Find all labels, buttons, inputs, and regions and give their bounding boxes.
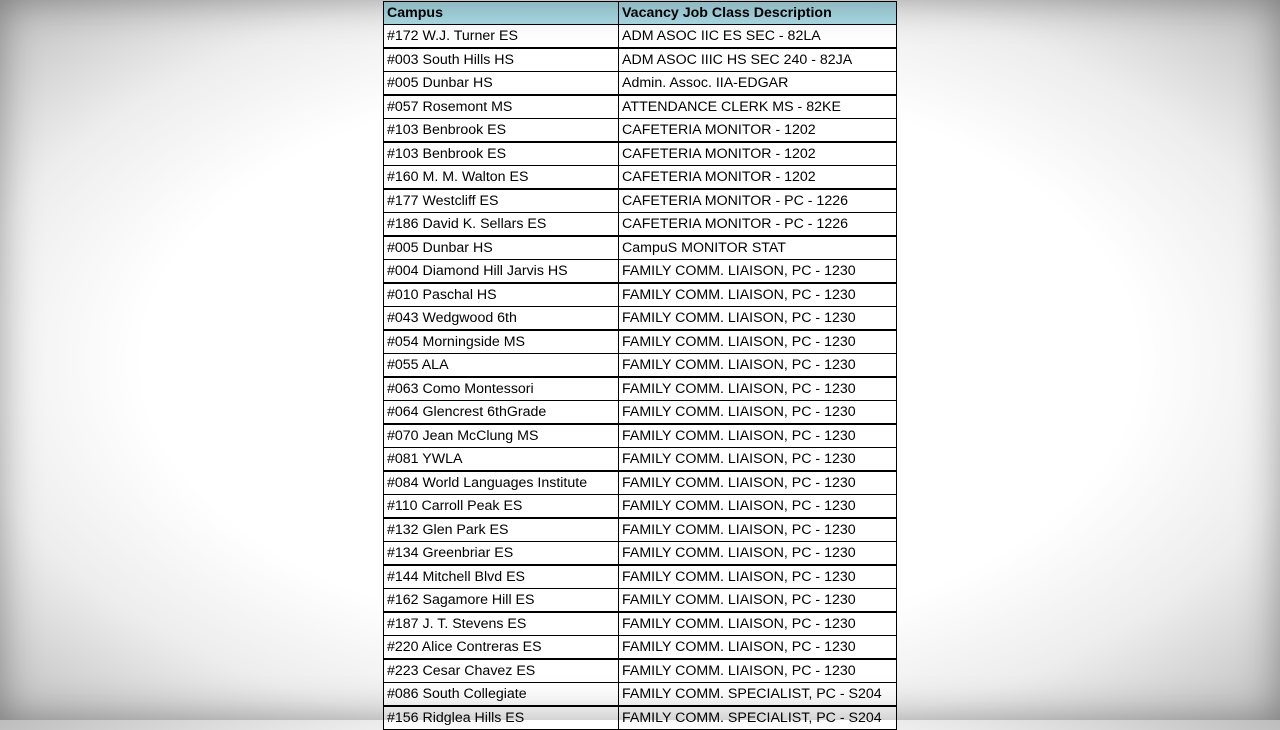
vacancy-cell[interactable]: ADM ASOC IIIC HS SEC 240 - 82JA — [619, 48, 897, 72]
campus-cell[interactable]: #134 Greenbriar ES — [384, 542, 619, 566]
table-row — [384, 683, 897, 707]
vacancy-cell[interactable]: FAMILY COMM. LIAISON, PC - 1230 — [619, 448, 897, 472]
campus-cell[interactable]: #162 Sagamore Hill ES — [384, 589, 619, 613]
vacancy-cell[interactable]: FAMILY COMM. LIAISON, PC - 1230 — [619, 518, 897, 542]
column-header-campus[interactable]: Campus — [384, 2, 619, 25]
campus-cell[interactable]: #144 Mitchell Blvd ES — [384, 565, 619, 589]
campus-cell[interactable]: #103 Benbrook ES — [384, 142, 619, 166]
table-row — [384, 495, 897, 519]
campus-cell[interactable]: #187 J. T. Stevens ES — [384, 612, 619, 636]
table-row — [384, 142, 897, 166]
campus-cell[interactable]: #064 Glencrest 6thGrade — [384, 401, 619, 425]
table-row — [384, 330, 897, 354]
table-row — [384, 448, 897, 472]
vacancy-cell[interactable]: CAFETERIA MONITOR - PC - 1226 — [619, 189, 897, 213]
campus-cell[interactable]: #043 Wedgwood 6th — [384, 307, 619, 331]
table-row — [384, 401, 897, 425]
vacancy-cell[interactable]: CAFETERIA MONITOR - PC - 1226 — [619, 213, 897, 237]
table-header — [384, 2, 897, 25]
vacancy-cell[interactable]: FAMILY COMM. LIAISON, PC - 1230 — [619, 589, 897, 613]
campus-cell[interactable]: #055 ALA — [384, 354, 619, 378]
vacancy-cell[interactable]: FAMILY COMM. SPECIALIST, PC - S204 — [619, 683, 897, 707]
table-row — [384, 565, 897, 589]
campus-cell[interactable]: #003 South Hills HS — [384, 48, 619, 72]
vacancy-cell[interactable]: Admin. Assoc. IIA-EDGAR — [619, 72, 897, 96]
campus-cell[interactable]: #005 Dunbar HS — [384, 72, 619, 96]
vacancy-cell[interactable]: FAMILY COMM. LIAISON, PC - 1230 — [619, 307, 897, 331]
campus-cell[interactable]: #156 Ridglea Hills ES — [384, 706, 619, 730]
vacancy-cell[interactable]: FAMILY COMM. LIAISON, PC - 1230 — [619, 495, 897, 519]
campus-cell[interactable]: #081 YWLA — [384, 448, 619, 472]
table-row — [384, 260, 897, 284]
vacancy-cell[interactable]: FAMILY COMM. LIAISON, PC - 1230 — [619, 612, 897, 636]
campus-cell[interactable]: #103 Benbrook ES — [384, 119, 619, 143]
campus-cell[interactable]: #220 Alice Contreras ES — [384, 636, 619, 660]
table-row — [384, 354, 897, 378]
campus-cell[interactable]: #084 World Languages Institute — [384, 471, 619, 495]
vacancy-table — [383, 1, 897, 730]
vacancy-cell[interactable]: FAMILY COMM. LIAISON, PC - 1230 — [619, 401, 897, 425]
vacancy-cell[interactable]: FAMILY COMM. LIAISON, PC - 1230 — [619, 542, 897, 566]
table-row — [384, 236, 897, 260]
campus-cell[interactable]: #010 Paschal HS — [384, 283, 619, 307]
campus-cell[interactable]: #063 Como Montessori — [384, 377, 619, 401]
table-row — [384, 119, 897, 143]
vacancy-cell[interactable]: FAMILY COMM. LIAISON, PC - 1230 — [619, 330, 897, 354]
table-body — [384, 25, 897, 730]
vacancy-cell[interactable]: FAMILY COMM. LIAISON, PC - 1230 — [619, 354, 897, 378]
campus-cell[interactable]: #005 Dunbar HS — [384, 236, 619, 260]
table-row — [384, 518, 897, 542]
vacancy-cell[interactable]: FAMILY COMM. LIAISON, PC - 1230 — [619, 260, 897, 284]
vacancy-cell[interactable]: ADM ASOC IIC ES SEC - 82LA — [619, 25, 897, 49]
vacancy-cell[interactable]: FAMILY COMM. LIAISON, PC - 1230 — [619, 377, 897, 401]
vacancy-cell[interactable]: CAFETERIA MONITOR - 1202 — [619, 166, 897, 190]
vacancy-cell[interactable]: CAFETERIA MONITOR - 1202 — [619, 142, 897, 166]
table-row — [384, 636, 897, 660]
table-row — [384, 377, 897, 401]
vacancy-cell[interactable]: FAMILY COMM. LIAISON, PC - 1230 — [619, 283, 897, 307]
campus-cell[interactable]: #172 W.J. Turner ES — [384, 25, 619, 49]
vacancy-cell[interactable]: FAMILY COMM. LIAISON, PC - 1230 — [619, 471, 897, 495]
table-row — [384, 706, 897, 730]
table-row — [384, 95, 897, 119]
campus-cell[interactable]: #110 Carroll Peak ES — [384, 495, 619, 519]
campus-cell[interactable]: #186 David K. Sellars ES — [384, 213, 619, 237]
campus-cell[interactable]: #223 Cesar Chavez ES — [384, 659, 619, 683]
vacancy-cell[interactable]: ATTENDANCE CLERK MS - 82KE — [619, 95, 897, 119]
campus-cell[interactable]: #054 Morningside MS — [384, 330, 619, 354]
table-row — [384, 542, 897, 566]
campus-cell[interactable]: #132 Glen Park ES — [384, 518, 619, 542]
table-row — [384, 166, 897, 190]
table-row — [384, 48, 897, 72]
table-row — [384, 659, 897, 683]
column-header-vacancy-job-class[interactable]: Vacancy Job Class Description — [619, 2, 897, 25]
table-row — [384, 589, 897, 613]
table-row — [384, 25, 897, 49]
table-row — [384, 72, 897, 96]
vacancy-cell[interactable]: FAMILY COMM. LIAISON, PC - 1230 — [619, 659, 897, 683]
campus-cell[interactable]: #160 M. M. Walton ES — [384, 166, 619, 190]
header-row — [384, 2, 897, 25]
table-row — [384, 189, 897, 213]
campus-cell[interactable]: #004 Diamond Hill Jarvis HS — [384, 260, 619, 284]
campus-cell[interactable]: #070 Jean McClung MS — [384, 424, 619, 448]
vacancy-cell[interactable]: FAMILY COMM. LIAISON, PC - 1230 — [619, 636, 897, 660]
table-row — [384, 283, 897, 307]
campus-cell[interactable]: #086 South Collegiate — [384, 683, 619, 707]
campus-cell[interactable]: #177 Westcliff ES — [384, 189, 619, 213]
vacancy-cell[interactable]: FAMILY COMM. LIAISON, PC - 1230 — [619, 565, 897, 589]
table-row — [384, 612, 897, 636]
vacancy-cell[interactable]: FAMILY COMM. LIAISON, PC - 1230 — [619, 424, 897, 448]
campus-cell[interactable]: #057 Rosemont MS — [384, 95, 619, 119]
spreadsheet-sheet — [383, 1, 896, 730]
vacancy-cell[interactable]: CampuS MONITOR STAT — [619, 236, 897, 260]
vacancy-cell[interactable]: CAFETERIA MONITOR - 1202 — [619, 119, 897, 143]
table-row — [384, 213, 897, 237]
table-row — [384, 424, 897, 448]
vacancy-cell[interactable]: FAMILY COMM. SPECIALIST, PC - S204 — [619, 706, 897, 730]
table-row — [384, 471, 897, 495]
table-row — [384, 307, 897, 331]
